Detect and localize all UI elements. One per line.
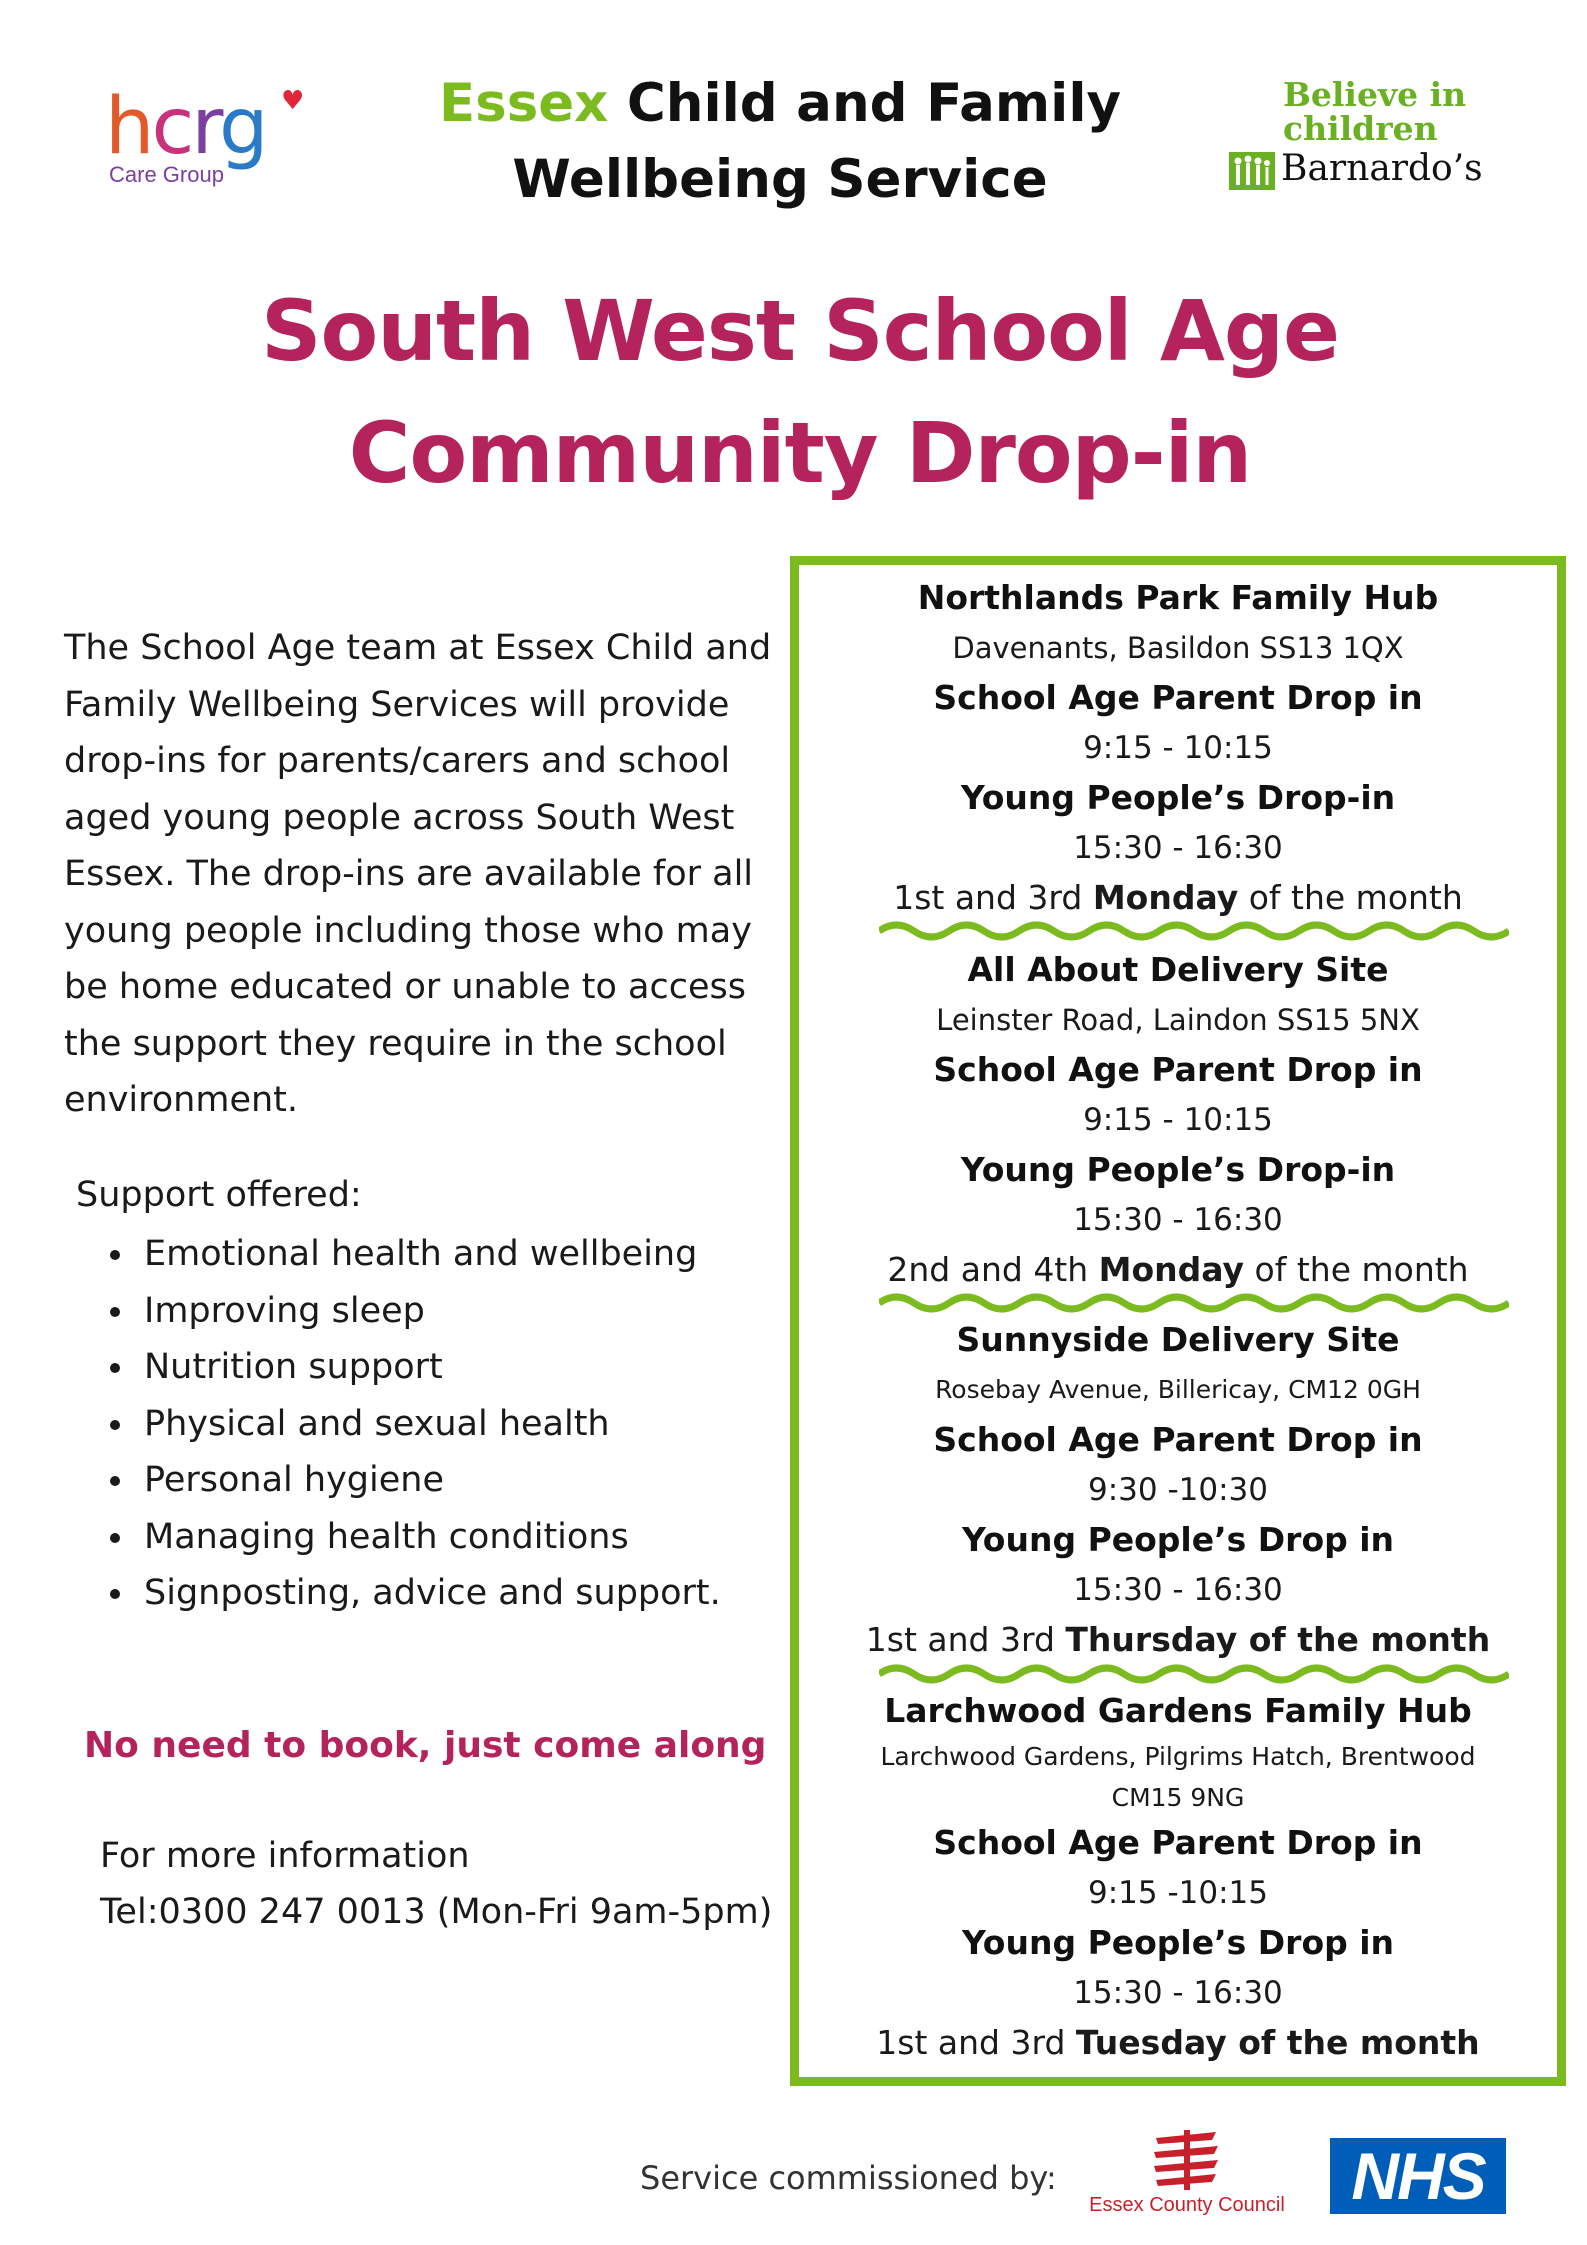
parent-session-label: School Age Parent Drop in [933, 1420, 1423, 1459]
contact-line: For more information [100, 1836, 470, 1876]
schedule-box [790, 556, 1566, 2086]
venue-address-line1: Larchwood Gardens, Pilgrims Hatch, Brentwood [880, 1742, 1476, 1771]
hcrg-wordmark: hcrg [105, 82, 266, 172]
list-item: Nutrition support [110, 1339, 770, 1396]
hcrg-care-group-logo [105, 82, 315, 202]
venue-all-about-delivery [799, 945, 1557, 1295]
parent-session-time: 9:15 - 10:15 [1083, 1102, 1273, 1138]
venue-name: Northlands Park Family Hub [917, 578, 1439, 617]
support-heading: Support offered: [76, 1175, 362, 1215]
service-title [380, 66, 1180, 218]
parent-session-label: School Age Parent Drop in [933, 1050, 1423, 1089]
list-item: Managing health conditions [110, 1509, 770, 1566]
page-title [140, 270, 1460, 514]
service-title-line1: Child and Family [608, 73, 1122, 134]
venue-name: Sunnyside Delivery Site [956, 1320, 1400, 1359]
venue-schedule: 1st and 3rd Monday of the month [893, 878, 1463, 917]
hcrg-subtitle: Care Group [109, 162, 224, 187]
barnardos-figures-icon [1229, 152, 1275, 190]
venue-address: Leinster Road, Laindon SS15 5NX [936, 1003, 1420, 1037]
wave-divider [879, 1660, 1509, 1688]
young-session-label: Young People’s Drop-in [960, 1150, 1396, 1189]
list-item: Emotional health and wellbeing [110, 1226, 770, 1283]
young-session-label: Young People’s Drop in [961, 1923, 1395, 1962]
service-title-highlight: Essex [438, 73, 609, 134]
young-session-time: 15:30 - 16:30 [1073, 1202, 1283, 1238]
young-session-time: 15:30 - 16:30 [1073, 830, 1283, 866]
list-item: Personal hygiene [110, 1452, 770, 1509]
venue-name: All About Delivery Site [967, 950, 1389, 989]
support-list [110, 1226, 770, 1622]
venue-address-line2: CM15 9NG [1111, 1783, 1245, 1812]
seaxes-icon [1146, 2128, 1226, 2192]
young-session-time: 15:30 - 16:30 [1073, 1975, 1283, 2011]
parent-session-time: 9:15 -10:15 [1088, 1875, 1268, 1911]
barnardos-tagline: Believe in children [1283, 75, 1467, 148]
venue-sunnyside-delivery [799, 1315, 1557, 1665]
venue-northlands-park [799, 573, 1557, 923]
young-session-label: Young People’s Drop-in [960, 778, 1396, 817]
venue-name: Larchwood Gardens Family Hub [884, 1691, 1472, 1730]
list-item: Improving sleep [110, 1283, 770, 1340]
list-item: Signposting, advice and support. [110, 1565, 770, 1622]
intro-paragraph: The School Age team at Essex Child and Family Wellbeing Services will provide drop-ins for parents/carers and school aged young people across South West Essex. The drop-ins are available for all young people including those who may be home educated or unable to access the support they require in the school environment. [64, 628, 772, 1120]
young-session-time: 15:30 - 16:30 [1073, 1572, 1283, 1608]
phone-number: Tel:0300 247 0013 (Mon-Fri 9am-5pm) [100, 1892, 773, 1932]
no-booking-note: No need to book, just come along [84, 1725, 767, 1766]
contact-info [100, 1828, 772, 1940]
venue-schedule: 1st and 3rd Thursday of the month [865, 1620, 1491, 1659]
venue-schedule: 1st and 3rd Tuesday of the month [876, 2023, 1480, 2062]
wave-divider [879, 1289, 1509, 1317]
parent-session-label: School Age Parent Drop in [933, 1823, 1423, 1862]
wave-divider [879, 917, 1509, 945]
heart-icon: ♥ [281, 86, 305, 116]
young-session-label: Young People’s Drop in [961, 1520, 1395, 1559]
essex-county-council-logo [1082, 2128, 1292, 2228]
commissioned-by-label: Service commissioned by: [640, 2159, 1057, 2197]
venue-address: Davenants, Basildon SS13 1QX [952, 631, 1404, 665]
nhs-wordmark: NHS [1351, 2139, 1485, 2213]
venue-larchwood-gardens [799, 1686, 1557, 2068]
service-title-line2: Wellbeing Service [512, 149, 1048, 210]
parent-session-label: School Age Parent Drop in [933, 678, 1423, 717]
barnardos-logo [1225, 75, 1485, 198]
venue-address: Rosebay Avenue, Billericay, CM12 0GH [935, 1375, 1421, 1404]
list-item: Physical and sexual health [110, 1396, 770, 1453]
ecc-name: Essex County Council [1089, 2194, 1285, 2216]
nhs-logo [1330, 2138, 1506, 2214]
page-title-line2: Community Drop-in [348, 404, 1252, 502]
parent-session-time: 9:30 -10:30 [1088, 1472, 1268, 1508]
barnardos-name: Barnardo’s [1281, 148, 1483, 189]
parent-session-time: 9:15 - 10:15 [1083, 730, 1273, 766]
venue-schedule: 2nd and 4th Monday of the month [887, 1250, 1469, 1289]
page-title-line1: South West School Age [261, 282, 1339, 380]
